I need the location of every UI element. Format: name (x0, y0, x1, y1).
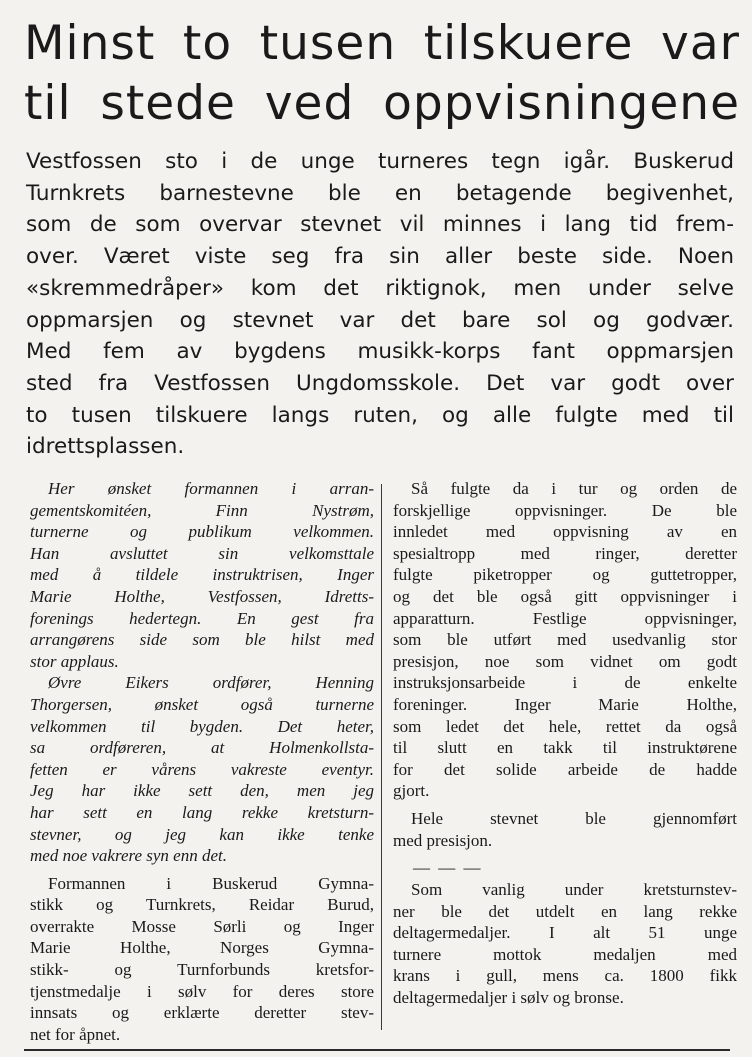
lede-line: to tusen tilskuere langs ruten, og alle fulgte med til (26, 402, 734, 428)
text-line: Thorgersen, ønsket også turnerne (30, 694, 374, 714)
text-line: tjenstmedalje i sølv for deres store (30, 981, 374, 1001)
right-paragraph-medals (393, 879, 737, 1009)
lede-line: oppmarsjen og stevnet var det bare sol og godvær. (26, 307, 734, 333)
text-line: Øvre Eikers ordfører, Henning (48, 673, 374, 693)
text-line: stevner, og jeg kan ikke tenke (30, 824, 374, 844)
text-line: har sett en lang rekke kretsturn- (30, 802, 374, 822)
lede-paragraph (26, 146, 734, 463)
text-line: overrakte Mosse Sørli og Inger (30, 916, 374, 936)
bottom-rule (24, 1049, 730, 1051)
right-column (393, 478, 737, 1009)
text-line: og det ble også gitt oppvisninger i (393, 586, 737, 606)
text-line: arrangørens side som ble hilst med (30, 630, 374, 650)
text-line: instruksjonsarbeide i de enkelte (393, 673, 737, 693)
right-paragraph-precision (393, 808, 737, 851)
text-line: Formannen i Buskerud Gymna- (48, 873, 374, 893)
text-line: fetten er vårens vakreste eventyr. (30, 759, 374, 779)
text-line: velkommen til bygden. Det heter, (30, 716, 374, 736)
text-line: spesialtropp med ringer, deretter (393, 543, 737, 563)
text-line: Her ønsket formannen i arran- (48, 479, 374, 498)
left-paragraph-medal (30, 873, 374, 1046)
text-line: innsats og erklærte deretter stev- (30, 1003, 374, 1023)
text-line: krans i gull, mens ca. 1800 fikk (393, 966, 737, 986)
text-line: forskjellige oppvisninger. De ble (393, 500, 737, 520)
text-line: Han avsluttet sin velkomsttale (30, 543, 374, 563)
text-line: med å tildele instruktrisen, Inger (30, 565, 374, 585)
lede-line: «skremmedråper» kom det riktignok, men under selve (26, 275, 734, 301)
lede-line: sted fra Vestfossen Ungdomsskole. Det var godt over (26, 370, 734, 396)
text-line: stikk og Turnkrets, Reidar Burud, (30, 895, 374, 915)
text-line: deltagermedaljer i sølv og bronse. (393, 988, 624, 1008)
text-line: Marie Holthe, Norges Gymna- (30, 938, 374, 958)
left-paragraph-welcome (30, 478, 374, 672)
text-line: innledet med oppvisning av en (393, 522, 737, 542)
text-line: net for åpnet. (30, 1024, 121, 1044)
text-line: stor applaus. (30, 651, 119, 671)
lede-line: Turnkrets barnestevne ble en betagende begivenhet, (26, 180, 734, 206)
lede-line: som de som overvar stevnet vil minnes i lang tid frem- (26, 212, 734, 238)
text-line: som ble utført med usedvanlig stor (393, 630, 737, 650)
lede-line: Vestfossen sto i de unge turneres tegn igår. Buskerud (26, 149, 734, 174)
lede-line: Med fem av bygdens musikk-korps fant oppmarsjen (26, 339, 734, 365)
text-line: forenings hedertegn. En gest fra (30, 608, 374, 628)
text-line: Som vanlig under kretsturnstev- (411, 880, 737, 900)
text-line: fulgte piketropper og guttetropper, (393, 565, 737, 585)
text-line: med presisjon. (393, 830, 493, 850)
text-line: Jeg har ikke sett den, men jeg (30, 781, 374, 801)
text-line: turnerne og publikum velkommen. (30, 522, 374, 542)
text-line: turnere mottok medaljen med (393, 944, 737, 964)
text-line: foreninger. Inger Marie Holthe, (393, 694, 737, 714)
text-line: for det solide arbeide de hadde (393, 759, 737, 779)
left-column (30, 478, 374, 1045)
text-line: presisjon, noe som vidnet om godt (393, 651, 737, 671)
text-line: til slutt en takk til instruktørene (393, 738, 737, 758)
text-line: apparatturn. Festlige oppvisninger, (393, 608, 737, 628)
text-line: gjort. (393, 781, 430, 801)
text-line: ner ble det utdelt en lang rekke (393, 901, 737, 921)
headline-line: Minst to tusen tilskuere var (24, 16, 740, 71)
lede-line: idrettsplassen. (26, 434, 185, 460)
text-line: med noe vakrere syn enn det. (30, 846, 227, 866)
text-line: stikk- og Turnforbunds kretsfor- (30, 960, 374, 980)
left-paragraph-mayor (30, 672, 374, 866)
section-separator: — — — (413, 858, 483, 878)
text-line: gementskomitéen, Finn Nystrøm, (30, 500, 374, 520)
text-line: Så fulgte da i tur og orden de (411, 479, 737, 498)
headline (24, 14, 740, 134)
column-divider (381, 484, 382, 1030)
text-line: deltagermedaljer. I alt 51 unge (393, 923, 737, 943)
right-paragraph-performances (393, 478, 737, 802)
text-line: Hele stevnet ble gjennomført (411, 808, 737, 828)
text-line: som ledet det hele, rettet da også (393, 716, 737, 736)
headline-line: til stede ved oppvisningene (24, 76, 740, 131)
text-line: sa ordføreren, at Holmenkollsta- (30, 738, 374, 758)
text-line: Marie Holthe, Vestfossen, Idretts- (30, 586, 374, 606)
lede-line: over. Været viste seg fra sin aller beste side. Noen (26, 244, 734, 270)
